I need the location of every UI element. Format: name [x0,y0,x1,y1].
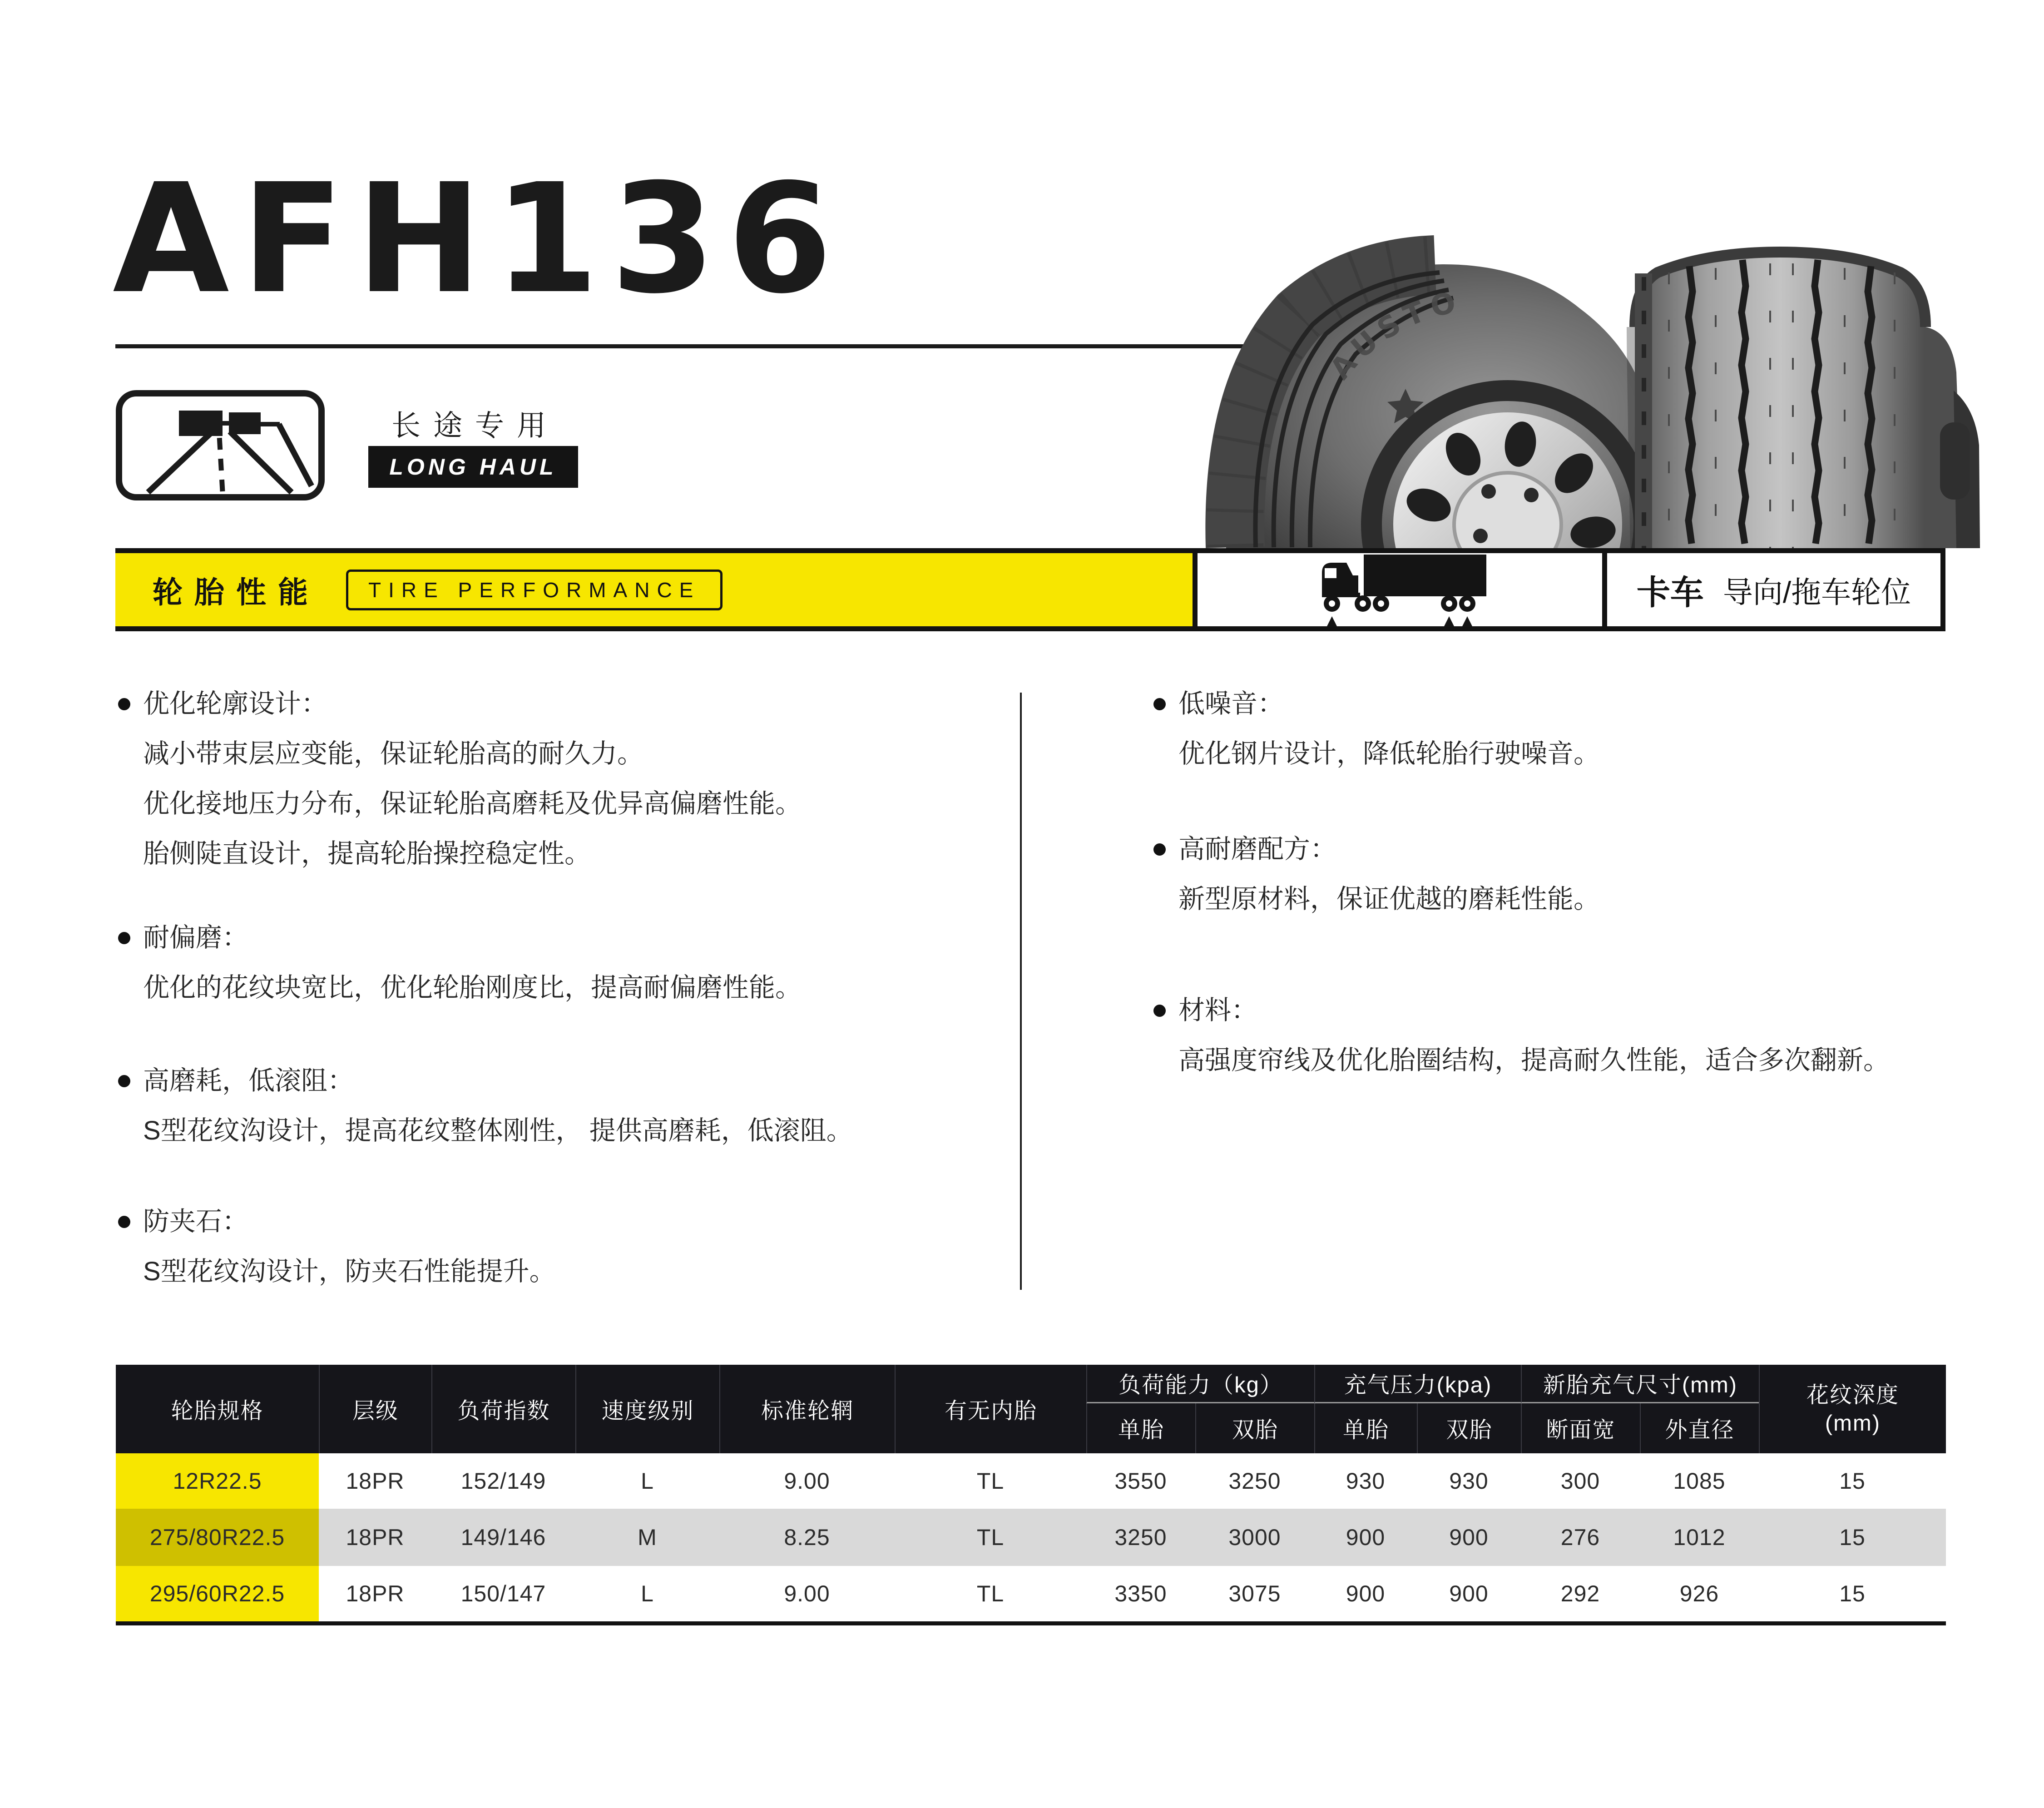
semi-truck-icon [1296,549,1505,631]
wheel-position-markers [1326,616,1473,627]
feature-heading: 高耐磨配方： [1178,834,1337,864]
usage-label-cn: 长途专用 [391,409,559,442]
sub-header: 外直径 [1640,1403,1759,1453]
bullet-icon [118,932,130,944]
spec-table [116,1365,1946,1625]
col-header: 有无内胎 [895,1365,1086,1453]
table-row: 295/60R22.5 18PR 150/147 L 9.00 TL 3350 3075 900 900 292 926 15 [116,1566,1946,1621]
feature-group [118,1197,556,1297]
bullet-icon [1153,1005,1166,1017]
usage-label-en: LONG HAUL [389,454,557,480]
banner-title-cn: 轮胎性能 [153,575,320,609]
title-divider [115,344,1260,348]
truck-wheels [1324,595,1475,612]
wheel-position-label: 导向/拖车轮位 [1722,575,1911,609]
performance-banner [115,548,1945,631]
sub-header: 双胎 [1195,1403,1314,1453]
road-sign-right [229,412,261,434]
banner-truck-box [1193,548,1602,631]
col-header: 标准轮辋 [719,1365,895,1453]
banner-yellow-section [115,548,1193,631]
feature-group [1153,679,1600,779]
col-header: 花纹深度 (mm) [1759,1365,1946,1453]
feature-heading: 耐偏磨： [143,923,249,952]
sub-header: 单胎 [1314,1403,1417,1453]
feature-line: 新型原材料，保证优越的磨耗性能。 [1178,884,1600,914]
feature-group [118,913,802,1013]
feature-heading: 材料： [1178,996,1258,1025]
column-divider [1020,693,1022,1290]
group-header: 负荷能力（kg） [1086,1365,1314,1403]
table-row: 275/80R22.5 18PR 149/146 M 8.25 TL 3250 3000 900 900 276 1012 15 [116,1509,1946,1566]
bullet-icon [118,1216,130,1228]
bullet-icon [118,1075,130,1087]
spec-cell: 275/80R22.5 [116,1509,319,1566]
truck-window [1325,568,1336,578]
table-row: 12R22.5 18PR 152/149 L 9.00 TL 3550 3250 930 930 300 1085 15 [116,1453,1946,1509]
col-header: 层级 [319,1365,431,1453]
feature-group [1153,986,1890,1085]
feature-line: 胎侧陡直设计，提高轮胎操控稳定性。 [143,839,591,868]
feature-heading: 优化轮廓设计： [143,689,328,718]
road-sign-left [179,411,223,436]
col-header: 轮胎规格 [171,1398,264,1423]
feature-line: 优化钢片设计，降低轮胎行驶噪音。 [1178,739,1600,768]
vehicle-type-label: 卡车 [1636,573,1704,611]
page-title: AFH136 [113,152,844,327]
feature-line: 减小带束层应变能，保证轮胎高的耐久力。 [143,739,644,768]
feature-line: 优化的花纹块宽比，优化轮胎刚度比，提高耐偏磨性能。 [143,973,802,1002]
feature-line: S型花纹沟设计，防夹石性能提升。 [143,1257,556,1286]
tire-left-angled [1226,264,1653,548]
feature-line: S型花纹沟设计，提高花纹整体刚性， 提供高磨耗，低滚阻。 [143,1116,853,1145]
table-header [116,1365,1946,1453]
spec-cell: 12R22.5 [116,1453,319,1509]
feature-line: 高强度帘线及优化胎圈结构，提高耐久性能，适合多次翻新。 [1178,1045,1890,1075]
group-header: 充气压力(kpa) [1314,1365,1521,1403]
feature-group [118,679,802,879]
tire-embossed-text: AUSTO [1323,284,1465,386]
feature-heading: 防夹石： [143,1207,249,1236]
feature-line: 优化接地压力分布，保证轮胎高磨耗及优异高偏磨性能。 [143,789,802,818]
long-haul-badge [368,446,578,488]
highway-road-icon [115,390,325,501]
tire-product-image [1163,136,2044,548]
sub-header: 断面宽 [1521,1403,1640,1453]
feature-group [1153,824,1600,924]
sub-header: 双胎 [1417,1403,1521,1453]
tire-right-tread [1627,252,1980,548]
group-header: 新胎充气尺寸(mm) [1521,1365,1759,1403]
banner-title-en: TIRE PERFORMANCE [346,570,723,610]
bullet-icon [1153,843,1166,856]
table-bottom-border [116,1621,1946,1625]
feature-heading: 高磨耗，低滚阻： [143,1066,354,1095]
feature-group [118,1056,853,1156]
sub-header: 单胎 [1086,1403,1195,1453]
bullet-icon [118,698,130,710]
feature-heading: 低噪音： [1178,689,1284,718]
banner-caption-box [1602,548,1945,631]
col-header: 负荷指数 [431,1365,575,1453]
col-header: 速度级别 [575,1365,719,1453]
bullet-icon [1153,698,1166,710]
spec-cell: 295/60R22.5 [116,1566,319,1621]
